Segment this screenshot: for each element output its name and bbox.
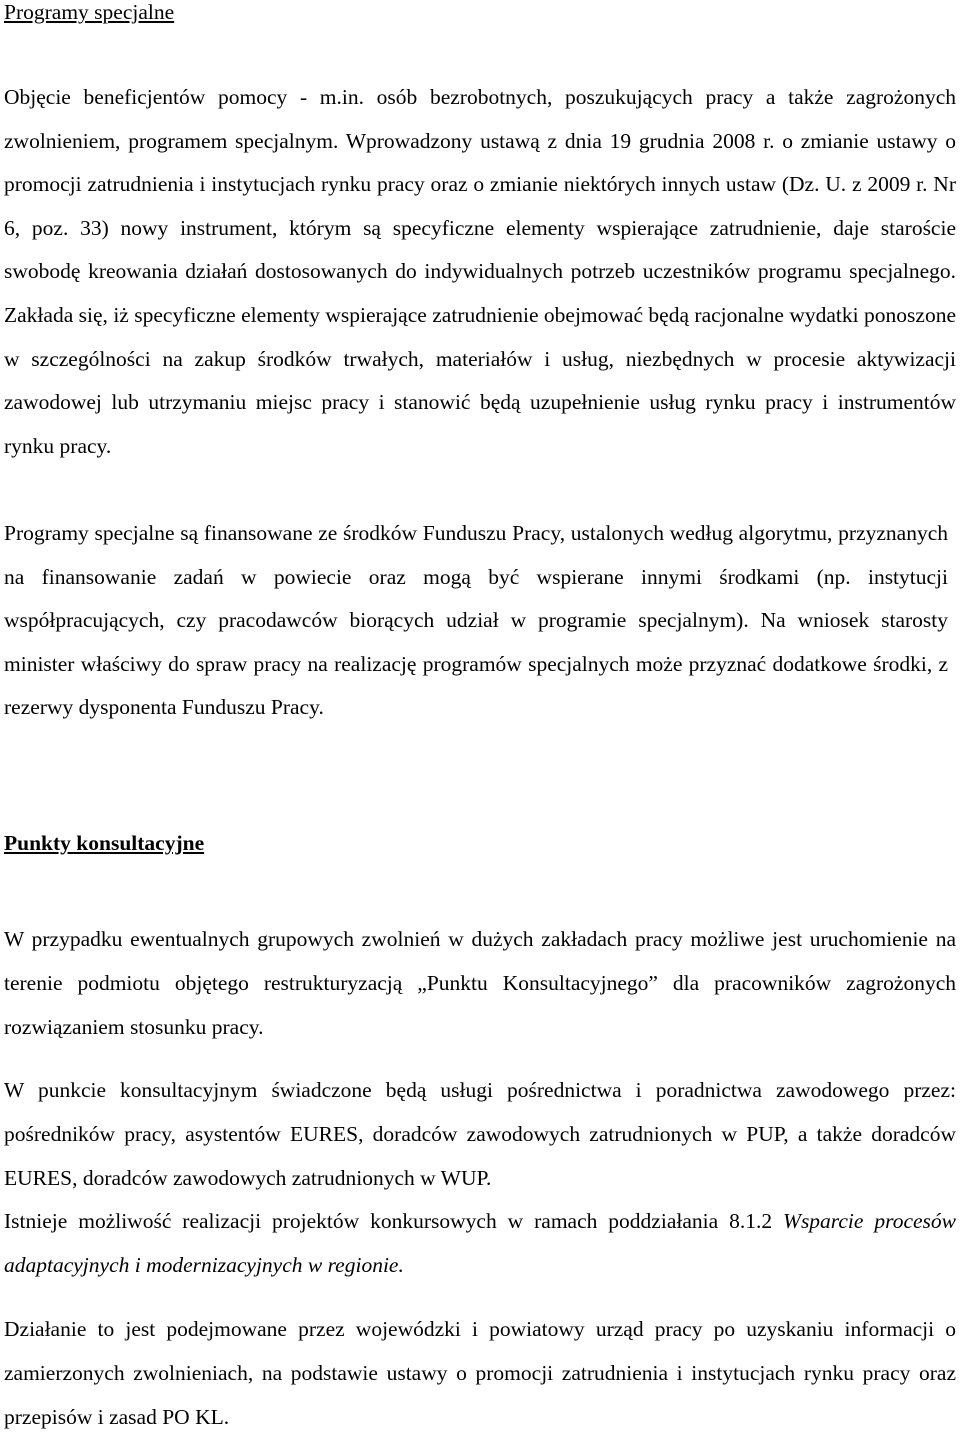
section-heading-punkty-konsultacyjne: Punkty konsultacyjne [4, 831, 205, 855]
paragraph-punkty-services: W punkcie konsultacyjnym świadczone będą usługi pośrednictwa i poradnictwa zawodowego przez: pośredników pracy, asystentów EURES, doradców zawodowych zatrudnionych w PUP, a także doradców EURES, doradców zawodowych zatrudnionych w WUP. [4, 1078, 956, 1190]
projects-measure-name: Wsparcie procesów adaptacyjnych i modernizacyjnych w regionie. [4, 1209, 956, 1277]
paragraph-punkty-intro: W przypadku ewentualnych grupowych zwolnień w dużych zakładach pracy możliwe jest uruchomienie na terenie podmiotu objętego restrukturyzacją „Punktu Konsultacyjnego” dla pracowników zagrożonych rozwiązaniem stosunku pracy. [4, 927, 956, 1039]
paragraph-programy-intro: Objęcie beneficjentów pomocy - m.in. osób bezrobotnych, poszukujących pracy a także zagrożonych zwolnieniem, programem specjalnym. Wprowadzony ustawą z dnia 19 grudnia 2008 r. o zmianie ustawy o promocji zatrudnienia i instytucjach rynku pracy oraz o zmianie niektórych innych ustaw (Dz. U. z 2009 r. Nr 6, poz. 33) nowy instrument, którym są specyficzne elementy wspierające zatrudnienie, daje staroście swobodę kreowania działań dostosowanych do indywidualnych potrzeb uczestników programu specjalnego. Zakłada się, iż specyficzne elementy wspierające zatrudnienie obejmować będą racjonalne wydatki ponoszone w szczególności na zakup środków trwałych, materiałów i usług, niezbędnych w procesie aktywizacji zawodowej lub utrzymaniu miejsc pracy i stanowić będą uzupełnienie usług rynku pracy i instrumentów rynku pracy. [4, 85, 956, 458]
section-heading-programy-specjalne: Programy specjalne [4, 0, 175, 24]
paragraph-programy-financing: Programy specjalne są finansowane ze środków Funduszu Pracy, ustalonych według algorytmu, przyznanych na finansowanie zadań w powiecie oraz mogą być wspierane innymi środkami (np. instytucji współpracujących, czy pracodawców biorących udział w programie specjalnym). Na wniosek starosty minister właściwy do spraw pracy na realizację programów specjalnych może przyznać dodatkowe środki, z rezerwy dysponenta Funduszu Pracy. [4, 521, 948, 720]
paragraph-punkty-projects [4, 1199, 956, 1287]
projects-text: Istnieje możliwość realizacji projektów konkursowych w ramach poddziałania 8.1.2 [4, 1209, 784, 1233]
paragraph-punkty-action: Działanie to jest podejmowane przez wojewódzki i powiatowy urząd pracy po uzyskaniu informacji o zamierzonych zwolnieniach, na podstawie ustawy o promocji zatrudnienia i instytucjach rynku pracy oraz przepisów i zasad PO KL. [4, 1317, 956, 1429]
